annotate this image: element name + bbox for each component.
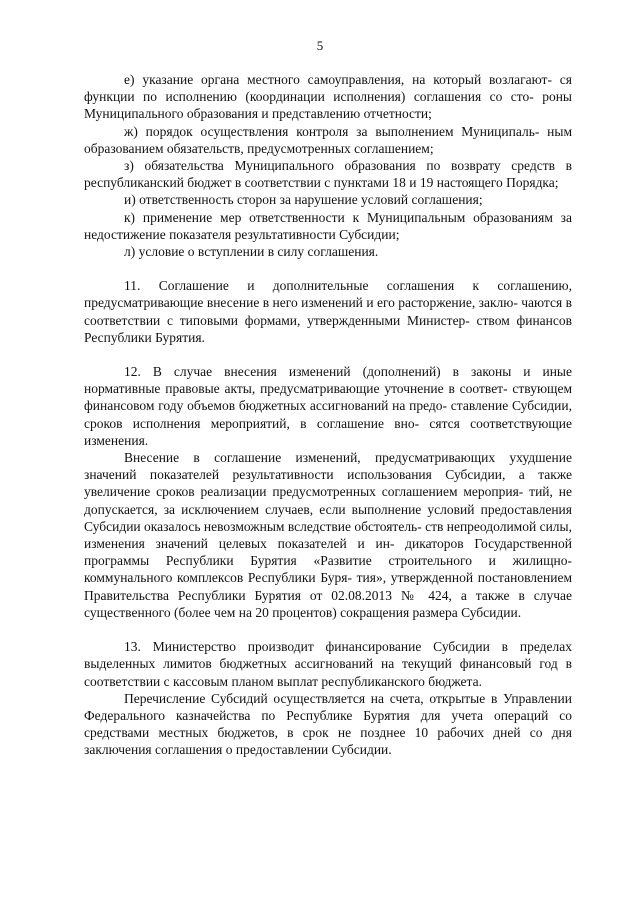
paragraph-12-continuation: Внесение в соглашение изменений, предусматривающих ухудшение значений показателей результативности использования Субсидии, а также увеличение сроков реализации предусмотренных соглашением мероприя- тий, не допускается, за исключением случаев, если выполнение условий предоставления Субсидии оказалось невозможным вследствие обстоятель- ств непреодолимой силы, изменения значений целевых показателей и ин- дикаторов Государственной программы Республики Бурятия «Развитие строительного и жилищно-коммунального комплексов Республики Буря- тия», утвержденной постановлением Правительства Республики Бурятия от 02.08.2013 № 424, а также в случае существенного (более чем на 20 процентов) сокращения размера Субсидии. (84, 450, 572, 620)
paragraph-13-continuation: Перечисление Субсидий осуществляется на счета, открытые в Управлении Федерального казначейства по Республике Бурятия для учета операций со средствами местных бюджетов, в срок не позднее 10 рабочих дней со дня заключения соглашения о предоставлении Субсидии. (84, 690, 572, 758)
paragraph-item-k: к) применение мер ответственности к Муниципальным образованиям за недостижение показателя результативности Субсидии; (84, 209, 572, 242)
page-number: 5 (316, 38, 324, 53)
paragraph-11: 11. Соглашение и дополнительные соглашения к соглашению, предусматривающие внесение в него изменений и его расторжение, заклю- чаются в соответствии с типовыми формами, утвержденными Министер- ством финансов Республики Бурятия. (84, 278, 572, 345)
document-body (84, 71, 572, 759)
paragraph-item-i: и) ответственность сторон за нарушение условий соглашения; (124, 192, 483, 208)
paragraph-item-l: л) условие о вступлении в силу соглашения. (124, 244, 379, 260)
paragraph-item-zh: ж) порядок осуществления контроля за выполнением Муниципаль- ным образованием обязательств, предусмотренных соглашением; (84, 123, 572, 156)
paragraph-12: 12. В случае внесения изменений (дополнений) в законы и иные нормативные правовые акты, предусматривающие уточнение в соответ- ствующем финансовом году объемов бюджетных ассигнований на предо- ставление Субсидии, сроков исполнения мероприятий, в соглашение вно- сятся соответствующие изменения. (84, 364, 572, 448)
paragraph-item-e: е) указание органа местного самоуправления, на который возлагают- ся функции по исполнению (координации исполнения) соглашения со сто- роны Муниципального образования и представлению отчетности; (84, 72, 572, 122)
paragraph-item-z: з) обязательства Муниципального образования по возврату средств в республиканский бюджет в соответствии с пунктами 18 и 19 настоящего Порядка; (84, 158, 572, 191)
paragraph-13: 13. Министерство производит финансирование Субсидии в пределах выделенных лимитов бюджетных ассигнований на текущий финансовый год в соответствии с кассовым планом выплат республиканского бюджета. (84, 639, 572, 689)
